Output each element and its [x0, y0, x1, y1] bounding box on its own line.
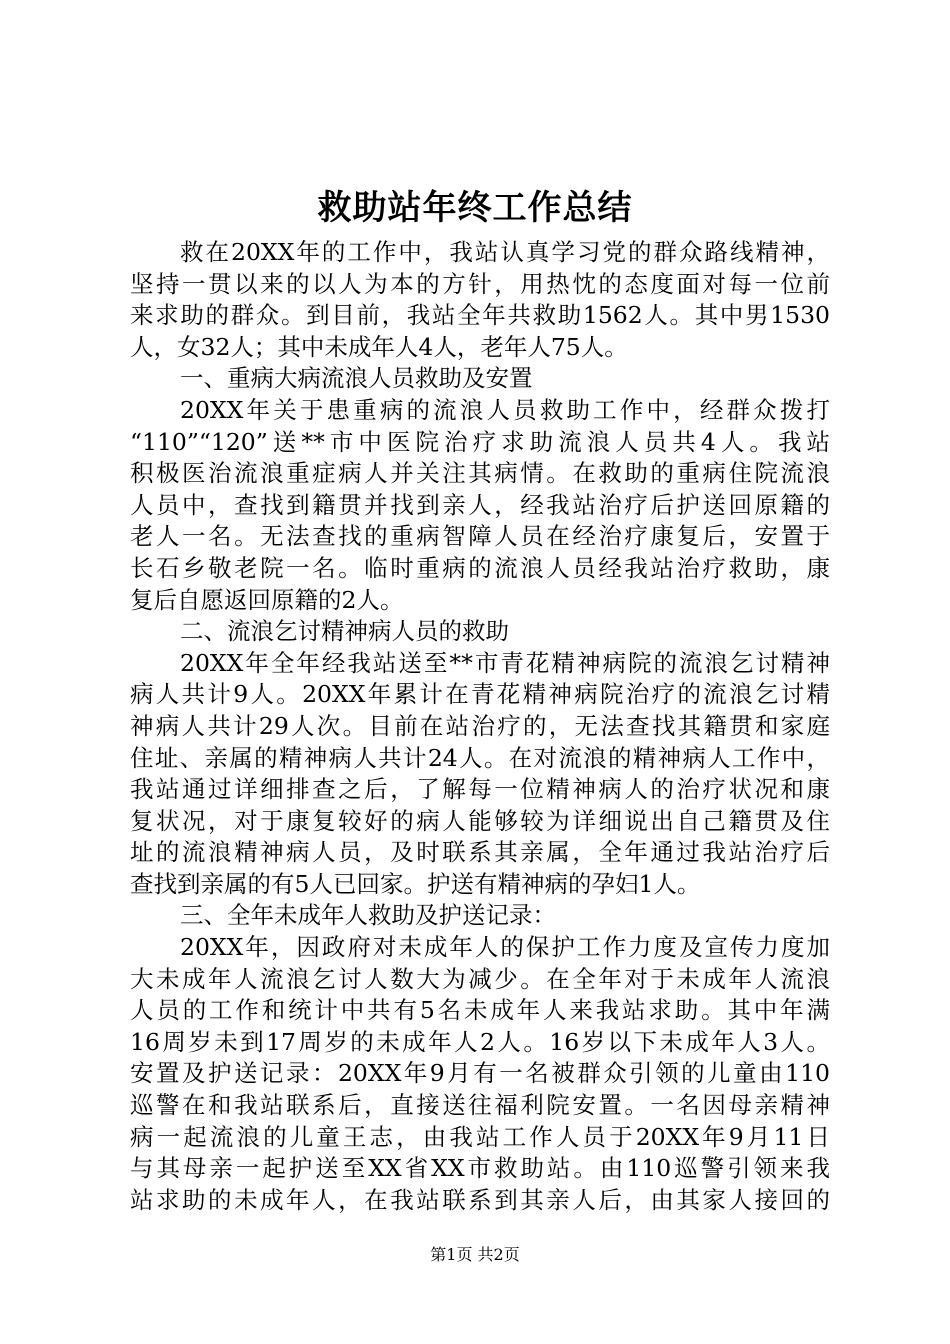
paragraph-line: 我站通过详细排查之后，了解每一位精神病人的治疗状况和康 [130, 775, 830, 804]
section-heading: 二、流浪乞讨精神病人员的救助 [180, 617, 509, 646]
paragraph-line: 址的流浪精神病人员，及时联系其亲属，全年通过我站治疗后 [130, 838, 830, 867]
section-heading: 一、重病大病流浪人员救助及安置 [180, 364, 533, 393]
paragraph-line: 16周岁未到17周岁的未成年人2人。16岁以下未成年人3人。 [130, 1027, 830, 1056]
section-heading: 三、全年未成年人救助及护送记录： [180, 901, 556, 930]
paragraph-line: 20XX年关于患重病的流浪人员救助工作中，经群众拨打 [180, 395, 830, 424]
paragraph-line: 积极医治流浪重症病人并关注其病情。在救助的重病住院流浪 [130, 459, 830, 488]
paragraph-line: 老人一名。无法查找的重病智障人员在经治疗康复后，安置于 [130, 522, 830, 551]
paragraph-line: 人员中，查找到籍贯并找到亲人，经我站治疗后护送回原籍的 [130, 490, 830, 519]
paragraph-line: 复状况，对于康复较好的病人能够较为详细说出自己籍贯及住 [130, 806, 830, 835]
paragraph-line: 查找到亲属的有5人已回家。护送有精神病的孕妇1人。 [130, 869, 701, 898]
paragraph-line: 巡警在和我站联系后，直接送往福利院安置。一名因母亲精神 [130, 1091, 830, 1120]
paragraph-line: 站求助的未成年人，在我站联系到其亲人后，由其家人接回的 [130, 1185, 830, 1214]
paragraph-line: 20XX年，因政府对未成年人的保护工作力度及宣传力度加 [180, 933, 830, 962]
paragraph-line: 人，女32人；其中未成年人4人，老年人75人。 [130, 332, 628, 361]
paragraph-line: 与其母亲一起护送至XX省XX市救助站。由110巡警引领来我 [130, 1154, 830, 1183]
page-footer: 第1页 共2页 [430, 1245, 520, 1264]
paragraph-line: 住址、亲属的精神病人共计24人。在对流浪的精神病人工作中， [130, 743, 830, 772]
paragraph-line: 救在20XX年的工作中，我站认真学习党的群众路线精神， [180, 238, 830, 266]
paragraph-line: 安置及护送记录：20XX年9月有一名被群众引领的儿童由110 [130, 1059, 830, 1088]
paragraph-line: 长石乡敬老院一名。临时重病的流浪人员经我站治疗救助，康 [130, 553, 830, 582]
paragraph-line: 复后自愿返回原籍的2人。 [130, 585, 404, 614]
paragraph-line: 来求助的群众。到目前，我站全年共救助1562人。其中男1530 [130, 301, 830, 330]
document-title: 救助站年终工作总结 [317, 188, 633, 228]
paragraph-line: 20XX年全年经我站送至**市青花精神病院的流浪乞讨精神 [180, 648, 830, 677]
paragraph-line: “110”“120”送**市中医院治疗求助流浪人员共4人。我站 [130, 427, 830, 456]
paragraph-line: 坚持一贯以来的以人为本的方针，用热忱的态度面对每一位前 [130, 269, 830, 298]
paragraph-line: 病人共计9人。20XX年累计在青花精神病院治疗的流浪乞讨精 [130, 680, 830, 709]
paragraph-line: 人员的工作和统计中共有5名未成年人来我站求助。其中年满 [130, 996, 830, 1025]
paragraph-line: 病一起流浪的儿童王志，由我站工作人员于20XX年9月11日 [130, 1122, 830, 1151]
document-body [130, 237, 830, 1216]
paragraph-line: 大未成年人流浪乞讨人数大为减少。在全年对于未成年人流浪 [130, 964, 830, 993]
paragraph-line: 神病人共计29人次。目前在站治疗的，无法查找其籍贯和家庭 [130, 711, 830, 740]
